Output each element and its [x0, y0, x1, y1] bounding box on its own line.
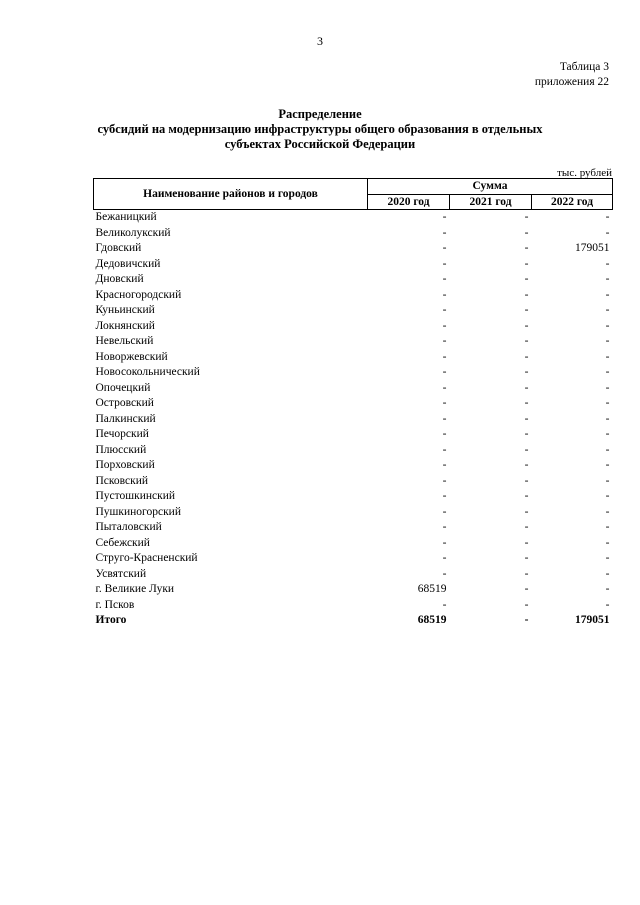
amount-cell: -	[524, 614, 529, 626]
amount-cell: -	[524, 505, 529, 518]
table-row	[94, 226, 613, 242]
amount-cell: -	[605, 304, 610, 316]
amount-cell: -	[524, 381, 529, 394]
amount-cell: -	[605, 273, 610, 285]
district-name-cell: Струго-Красненский	[95, 552, 198, 564]
amount-cell: -	[442, 443, 447, 456]
table-row	[94, 582, 613, 598]
amount-cell: -	[442, 350, 447, 363]
amount-cell: -	[605, 288, 610, 301]
table-row	[94, 427, 613, 443]
district-name-cell: Печорский	[95, 428, 149, 440]
amount-cell: -	[524, 552, 529, 564]
table-row	[94, 319, 613, 335]
amount-cell: -	[442, 474, 447, 487]
amount-cell: -	[524, 350, 529, 363]
table-row	[94, 272, 613, 288]
district-name-cell: Себежский	[95, 536, 150, 549]
table-row	[94, 474, 613, 490]
amount-cell: -	[605, 319, 610, 332]
table-row	[94, 520, 613, 536]
amount-cell: -	[605, 583, 610, 595]
amount-cell: -	[605, 350, 610, 363]
amount-cell: 179051	[575, 242, 610, 254]
table-row	[94, 334, 613, 350]
title-line2: субсидий на модернизацию инфраструктуры общего образования в отдельных	[97, 122, 543, 136]
amount-cell: -	[524, 536, 529, 549]
amount-cell: -	[524, 443, 529, 456]
table-row	[94, 489, 613, 505]
distribution-table	[93, 178, 613, 629]
amount-cell: -	[605, 459, 610, 471]
district-name-cell: Новоржевский	[95, 350, 168, 363]
amount-cell: -	[524, 288, 529, 301]
table-row	[94, 567, 613, 583]
amount-cell: -	[442, 304, 447, 316]
table-row	[94, 288, 613, 304]
district-name-cell: Псковский	[95, 474, 149, 487]
amount-cell: -	[605, 474, 610, 487]
amount-cell: 68519	[417, 583, 447, 595]
amount-cell: -	[524, 567, 529, 580]
document-title	[70, 107, 570, 152]
amount-cell: -	[605, 443, 610, 456]
amount-cell: -	[524, 211, 529, 223]
table-row	[94, 241, 613, 257]
amount-cell: 179051	[575, 614, 610, 626]
amount-cell: -	[442, 598, 447, 611]
amount-cell: -	[442, 319, 447, 332]
amount-cell: -	[442, 505, 447, 518]
table-row	[94, 365, 613, 381]
district-name-cell: Красногородский	[95, 288, 182, 301]
district-name-cell: Пыталовский	[95, 521, 162, 533]
district-name-cell: Опочецкий	[95, 381, 151, 394]
table-body	[94, 210, 613, 629]
amount-cell: -	[442, 288, 447, 301]
district-name-cell: г. Великие Луки	[95, 583, 175, 595]
district-name-cell: Порховский	[95, 459, 155, 471]
amount-cell: -	[524, 304, 529, 316]
amount-cell: -	[524, 257, 529, 270]
amount-cell: -	[524, 490, 529, 502]
table-row	[94, 412, 613, 428]
table-row	[94, 551, 613, 567]
amount-cell: -	[605, 490, 610, 502]
amount-cell: -	[605, 381, 610, 394]
district-name-cell: Пушкиногорский	[95, 505, 181, 518]
table-row	[94, 536, 613, 552]
amount-cell: -	[605, 598, 610, 611]
amount-cell: -	[524, 242, 529, 254]
amount-cell: -	[442, 381, 447, 394]
header-year-2022: 2022 год	[532, 194, 613, 210]
amount-cell: -	[442, 567, 447, 580]
amount-cell: -	[442, 273, 447, 285]
amount-cell: -	[605, 428, 610, 440]
header-year-2021: 2021 год	[450, 194, 532, 210]
amount-cell: -	[605, 552, 610, 564]
header-sum: Сумма	[368, 179, 613, 195]
amount-cell: -	[524, 319, 529, 332]
district-name-cell: Гдовский	[95, 242, 142, 254]
table-row	[94, 505, 613, 521]
table-reference	[535, 60, 609, 90]
amount-cell: -	[524, 428, 529, 440]
table-ref-line2: приложения 22	[534, 76, 609, 88]
units-label: тыс. рублей	[557, 167, 612, 179]
table-row	[94, 396, 613, 412]
amount-cell: -	[442, 490, 447, 502]
amount-cell: -	[524, 366, 529, 378]
district-name-cell: Великолукский	[95, 226, 171, 239]
title-line3: субъектах Российской Федерации	[224, 137, 416, 151]
amount-cell: -	[524, 583, 529, 595]
district-name-cell: Палкинский	[95, 412, 156, 425]
header-name: Наименование районов и городов	[94, 179, 368, 210]
amount-cell: -	[605, 412, 610, 425]
amount-cell: -	[442, 226, 447, 239]
amount-cell: -	[605, 257, 610, 270]
amount-cell: -	[524, 521, 529, 533]
amount-cell: -	[442, 459, 447, 471]
district-name-cell: Плюсский	[95, 443, 147, 456]
district-name-cell: Невельский	[95, 335, 154, 347]
table-row	[94, 381, 613, 397]
amount-cell: -	[605, 226, 610, 239]
table-row	[94, 257, 613, 273]
table-row	[94, 443, 613, 459]
district-name-cell: Итого	[95, 614, 127, 626]
amount-cell: -	[524, 598, 529, 611]
district-name-cell: Островский	[95, 397, 154, 409]
amount-cell: -	[442, 366, 447, 378]
district-name-cell: Новосокольнический	[95, 366, 200, 378]
amount-cell: -	[524, 335, 529, 347]
district-name-cell: Дедовичский	[95, 257, 161, 270]
district-name-cell: Пустошкинский	[95, 490, 176, 502]
amount-cell: -	[605, 211, 610, 223]
amount-cell: -	[442, 428, 447, 440]
amount-cell: -	[524, 474, 529, 487]
amount-cell: -	[524, 412, 529, 425]
title-line1: Распределение	[278, 107, 362, 121]
table-ref-line1: Таблица 3	[559, 61, 609, 73]
district-name-cell: г. Псков	[95, 598, 135, 611]
table-row	[94, 458, 613, 474]
amount-cell: -	[442, 552, 447, 564]
amount-cell: 68519	[417, 614, 447, 626]
amount-cell: -	[442, 242, 447, 254]
header-year-2020: 2020 год	[368, 194, 450, 210]
table-row	[94, 598, 613, 614]
amount-cell: -	[605, 366, 610, 378]
amount-cell: -	[605, 505, 610, 518]
amount-cell: -	[524, 226, 529, 239]
amount-cell: -	[524, 459, 529, 471]
amount-cell: -	[605, 397, 610, 409]
district-name-cell: Куньинский	[95, 304, 155, 316]
amount-cell: -	[605, 521, 610, 533]
amount-cell: -	[442, 335, 447, 347]
district-name-cell: Локнянский	[95, 319, 155, 332]
total-row	[94, 613, 613, 629]
amount-cell: -	[524, 273, 529, 285]
page-number: 3	[317, 34, 323, 48]
amount-cell: -	[605, 335, 610, 347]
district-name-cell: Бежаницкий	[95, 211, 157, 223]
amount-cell: -	[442, 211, 447, 223]
amount-cell: -	[442, 397, 447, 409]
amount-cell: -	[605, 567, 610, 580]
amount-cell: -	[605, 536, 610, 549]
district-name-cell: Усвятский	[95, 567, 147, 580]
district-name-cell: Дновский	[95, 273, 144, 285]
amount-cell: -	[442, 257, 447, 270]
amount-cell: -	[442, 521, 447, 533]
table-row	[94, 303, 613, 319]
table-row	[94, 210, 613, 226]
amount-cell: -	[442, 536, 447, 549]
table-row	[94, 350, 613, 366]
amount-cell: -	[442, 412, 447, 425]
amount-cell: -	[524, 397, 529, 409]
